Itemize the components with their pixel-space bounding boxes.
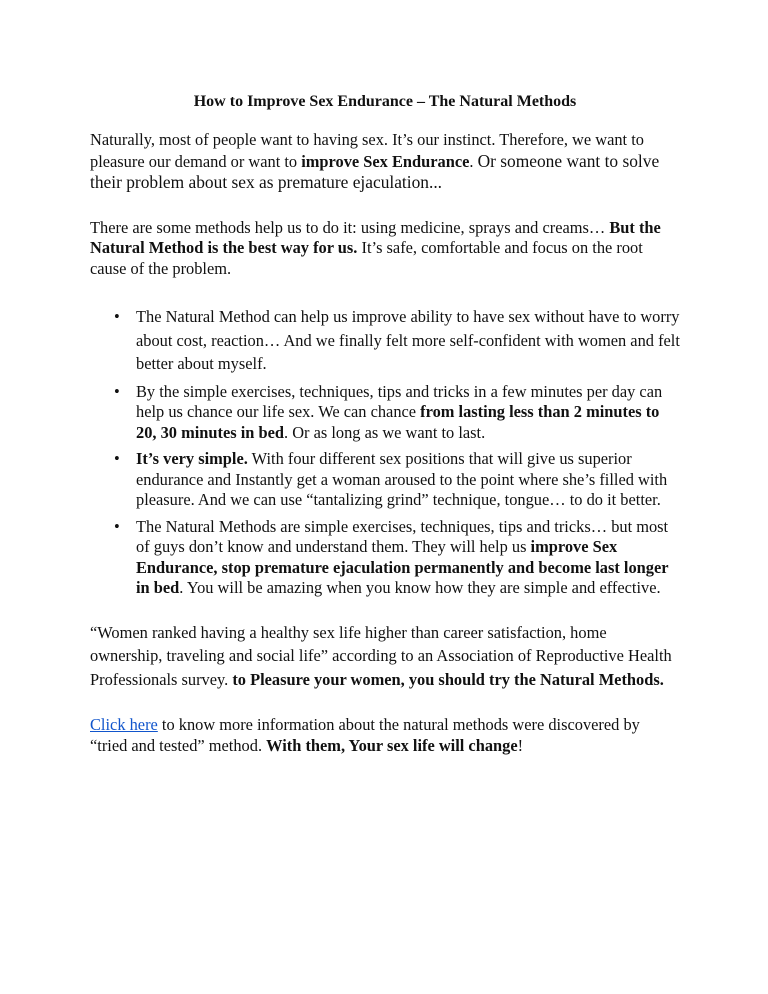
- bullet-icon: •: [114, 381, 120, 401]
- intro-paragraph: [90, 130, 680, 194]
- survey-text-1: “Women ranked having a healthy sex life higher than career satisfaction, home ownership, traveling and social life” according to an Association of Reproductive Health Professionals survey.: [90, 622, 672, 689]
- bullet-icon: •: [114, 307, 120, 326]
- bullet-icon: •: [114, 449, 120, 468]
- list-item-text-1: With four different sex positions that will give us superior endurance and Instantly get a woman aroused to the point where she’s filled with pleasure. And we can use “tantalizing grind” technique, tongue… to do it better.: [136, 449, 668, 509]
- cta-bold-1: With them, Your sex life will change: [266, 735, 518, 755]
- document-page: [90, 92, 680, 756]
- methods-text-1: There are some methods help us to do it: using medicine, sprays and creams…: [90, 217, 610, 237]
- intro-bold-1: improve Sex Endurance: [301, 151, 470, 171]
- list-item-bold-1: improve Sex Endurance, stop premature ejaculation permanently and become last longer in bed: [136, 537, 669, 597]
- list-item: [90, 449, 680, 511]
- list-item-text-1: The Natural Method can help us improve ability to have sex without have to worry about cost, reaction… And we finally felt more self-confident with women and felt better about myself.: [136, 307, 680, 373]
- cta-text-2: !: [517, 735, 524, 755]
- list-item-text-1: By the simple exercises, techniques, tips and tricks in a few minutes per day can help us chance our life sex. We can chance: [136, 381, 663, 421]
- methods-text-2: It’s safe, comfortable and focus on the root cause of the problem.: [90, 238, 643, 278]
- list-item: [90, 305, 680, 376]
- list-item-bold-1: It’s very simple.: [136, 449, 248, 468]
- methods-bold-1: But the Natural Method is the best way for us.: [90, 217, 661, 257]
- methods-paragraph: [90, 218, 680, 280]
- cta-paragraph: [90, 715, 680, 756]
- intro-text-1: Naturally, most of people want to having sex. It’s our instinct. Therefore, we want to pleasure our demand or want to: [90, 130, 644, 171]
- list-item-text-2: . Or as long as we want to last.: [284, 422, 486, 442]
- survey-paragraph: [90, 621, 680, 692]
- click-here-link[interactable]: Click here: [90, 715, 158, 734]
- intro-text-2: .: [469, 151, 478, 171]
- cta-text-1: to know more information about the natural methods were discovered by “tried and tested” method.: [90, 715, 640, 755]
- list-item-bold-1: from lasting less than 2 minutes to 20, 30 minutes in bed: [136, 402, 660, 442]
- bullet-icon: •: [114, 516, 120, 536]
- list-item-text-1: The Natural Methods are simple exercises, techniques, tips and tricks… but most of guys don’t know and understand them. They will help us: [136, 516, 669, 556]
- intro-text-3: Or someone want to solve their problem about sex as premature ejaculation...: [90, 150, 660, 192]
- document-title: How to Improve Sex Endurance – The Natural Methods: [193, 93, 577, 110]
- benefits-list: [90, 305, 680, 599]
- list-item: [90, 382, 680, 444]
- survey-bold-1: to Pleasure your women, you should try the Natural Methods.: [232, 669, 664, 689]
- list-item: [90, 517, 680, 599]
- list-item-text-2: . You will be amazing when you know how they are simple and effective.: [179, 578, 661, 597]
